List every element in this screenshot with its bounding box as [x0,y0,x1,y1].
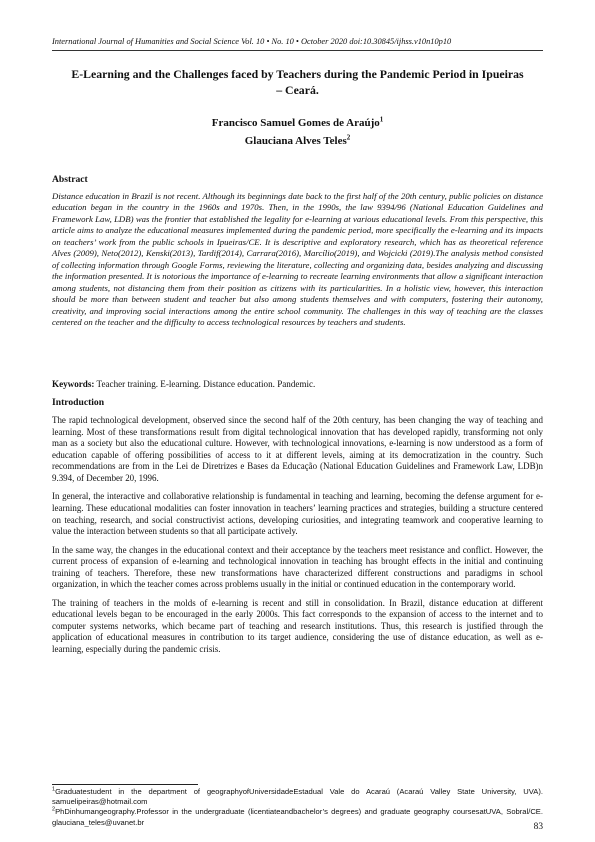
author-list [52,114,543,150]
abstract-text: Distance education in Brazil is not recent. Although its beginnings date back to the first half of the 20th century, public policies on distance education began in the country in the 1960s and 1970s. Then, in the 1990s, the law 9394/96 (National Education Guidelines and Framework Law, LDB) was the frontier that established the legality for e-learning at various educational levels. From this perspective, this article aims to analyze the educational measures implemented during the pandemic period, more specifically the e-learning and its impacts on teachers’ work from the public schools in Ipueiras/CE. It is descriptive and exploratory research, which has as theoretical reference Alves (2009), Neto(2012), Kenski(2013), Tardif(2014), Carrara(2016), Marcílio(2019), and Wojcicki (2019).The analysis method consisted of collecting information through Google Forms, reviewing the literature, collecting and organizing data, besides analyzing and discussing the information presented. It is notorious the importance of e-learning to recreate learning environments that allow a significant interaction among students, not distancing them from their position as citizens with its particularities. In a holistic view, however, this interaction should be more than between student and teacher but also among students themselves and with computers, fostering their autonomy, creativity, and improving social interactions among the entire school community. The challenges in this way of teaching are the classes centered on the teacher and the difficulty to access technological resources by teachers and students. [52,191,543,327]
body-paragraph: In general, the interactive and collaborative relationship is fundamental in teaching and learning, becoming the defense argument for e-learning. These educational modalities can foster innovation in teachers’ learning practices and strategies, building a structure centered on teaching, research, and social constructivist actions, developing curiosities, and integrating teamwork and cooperative learning to value the interaction between students so that all participate actively. [52,491,543,537]
footnote-mark: 2 [52,806,56,813]
keywords-line [52,378,543,390]
body-paragraph: The rapid technological development, observed since the second half of the 20th century, has been changing the way of teaching and learning. Most of these transformations result from digital technological innovation that has developed rapidly, transforming not only man as a society but also the educational culture. However, with technological innovations, e-learning is now understood as a form of education capable of offering possibilities of access to it at different levels, aiming at its democratization in the country. Such recommendations are from in the Lei de Diretrizes e Bases da Educação (National Education Guidelines and Framework Law, LDB)n 9.394, of December 20, 1996. [52,415,543,483]
header-divider [52,50,543,51]
author-footnote-mark: 1 [379,115,384,124]
body-paragraph: The training of teachers in the molds of e-learning is recent and still in consolidation. In Brazil, distance education at different educational levels began to be encouraged in the early 2000s. This fact corresponds to the expansion of access to the internet and to computer systems networks, which became part of teaching and research institutions. Thus, this research is justified through the application of educational measures in contribution to its target audience, considering the use of distance education, as well as e-learning, especially during the pandemic crisis. [52,597,543,655]
footnote-text: Graduatestudent in the department of geographyofUniversidadeEstadual Vale do Acaraú (Acaraú Valley State University, UVA). samuelipeiras@hotmail.com [52,787,543,807]
footnote-1 [52,787,543,807]
footnote-text: PhDinhumangeography.Professor in the undergraduate (licentiateandbachelor’s degrees) and graduate geography coursesatUVA, Sobral/CE. glauciana_teles@uvanet.br [52,807,543,827]
author-name: Glauciana Alves Teles [244,135,347,147]
footnotes [52,787,543,828]
abstract-section [52,174,543,328]
introduction-section [52,397,543,662]
footnote-mark: 1 [52,786,56,793]
running-header: International Journal of Humanities and Social Science Vol. 10 • No. 10 • October 2020 doi:10.30845/ijhss.v10n10p10 [52,37,452,46]
author-name: Francisco Samuel Gomes de Araújo [211,117,380,129]
author-2 [52,132,543,150]
footnote-2 [52,807,543,827]
article-title: E-Learning and the Challenges faced by Teachers during the Pandemic Period in Ipueiras – Ceará. [71,67,524,97]
body-paragraph: In the same way, the changes in the educational context and their acceptance by the teachers meet resistance and conflict. However, the current process of expansion of e-learning and technological innovation in teaching has brought effects in the initial and continuing training of teachers. Therefore, these new transformations have characterized different constructions and paradigms in school organization, in which the teacher comes across problems usually in the initial or continued education in the contemporary world. [52,544,543,590]
author-1 [52,114,543,132]
keywords-label: Keywords: [52,379,95,389]
keywords-list: Teacher training. E-learning. Distance education. Pandemic. [94,379,316,389]
page-number: 83 [533,822,543,832]
footnote-divider [52,784,198,785]
author-footnote-mark: 2 [346,133,351,142]
introduction-heading: Introduction [52,397,105,408]
abstract-heading: Abstract [52,174,88,185]
